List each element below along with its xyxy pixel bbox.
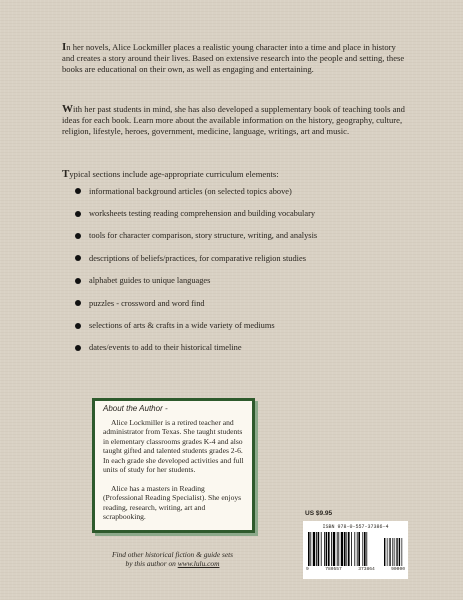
isbn-number: ISBN 978-0-557-37386-4: [322, 524, 389, 530]
about-author-box: [92, 398, 255, 533]
bullet-icon: [75, 211, 81, 217]
bullet-icon: [75, 323, 81, 329]
barcode-bars-icon: [306, 532, 405, 566]
list-item: [75, 314, 317, 336]
list-item-text: puzzles - crossword and word find: [89, 298, 205, 308]
list-item: [75, 180, 317, 202]
list-item-text: alphabet guides to unique languages: [89, 276, 211, 286]
isbn-barcode: [303, 521, 408, 579]
drop-letter: T: [62, 168, 70, 180]
list-item: [75, 292, 317, 314]
barcode-digits-left: 780557: [325, 567, 342, 572]
list-item-text: dates/events to add to their historical timeline: [89, 343, 242, 353]
barcode-addon: 90000: [391, 567, 405, 572]
bullet-icon: [75, 300, 81, 306]
list-item-text: informational background articles (on selected topics above): [89, 186, 292, 196]
paragraph-text: ith her past students in mind, she has also developed a supplementary book of teaching tools and ideas for each book. Learn more about the available information on the history, geography, culture, religion, lifestyle, heroes, government, medicine, language, writings, art and music.: [62, 104, 405, 137]
about-author-heading: About the Author -: [103, 404, 168, 413]
paragraph-text: n her novels, Alice Lockmiller places a realistic young character into a time and place in history and creates a story around their lives. Based on extensive research into the people and setting, these books are educational on their own, as well as engaging and entertaining.: [62, 42, 405, 75]
supplement-paragraph: [62, 104, 407, 138]
list-item: [75, 270, 317, 292]
bullet-icon: [75, 188, 81, 194]
list-item: [75, 225, 317, 247]
bullet-icon: [75, 345, 81, 351]
author-bio-paragraph: Alice Lockmiller is a retired teacher and administrator from Texas. She taught students in elementary classrooms grades K-4 and also taught gifted and talented students grades 2-6. In each grade she developed activities and full units of study for her students.: [103, 417, 244, 474]
curriculum-list: [75, 180, 317, 359]
bullet-icon: [75, 278, 81, 284]
list-item-text: selections of arts & crafts in a wide variety of mediums: [89, 321, 275, 331]
barcode-digits-right: 373864: [358, 567, 375, 572]
list-item: [75, 337, 317, 359]
sections-intro-text: ypical sections include age-appropriate curriculum elements:: [69, 169, 279, 179]
list-item-text: worksheets testing reading comprehension and building vocabulary: [89, 209, 316, 219]
drop-letter: W: [62, 103, 73, 115]
bullet-icon: [75, 233, 81, 239]
footer-prefix: by this author on: [125, 559, 178, 568]
website-link[interactable]: www.lulu.com: [177, 559, 220, 568]
list-item: [75, 202, 317, 224]
footer-line: [95, 559, 250, 568]
author-bio-paragraph: Alice has a masters in Reading (Professional Reading Specialist). She enjoys reading, research, writing, art and scrapbooking.: [103, 483, 242, 521]
price-label: US $9.95: [305, 510, 333, 517]
intro-paragraph: [62, 42, 407, 76]
list-item-text: tools for character comparison, story structure, writing, and analysis: [89, 231, 318, 241]
footer-line: Find other historical fiction & guide sets: [111, 550, 234, 559]
list-item: [75, 247, 317, 269]
footer-note: [95, 550, 250, 568]
barcode-digit-prefix: 9: [306, 567, 309, 572]
drop-letter: I: [62, 41, 67, 53]
sections-intro: [62, 168, 279, 180]
list-item-text: descriptions of beliefs/practices, for comparative religion studies: [89, 253, 306, 263]
bullet-icon: [75, 255, 81, 261]
barcode-digits: [306, 567, 405, 572]
